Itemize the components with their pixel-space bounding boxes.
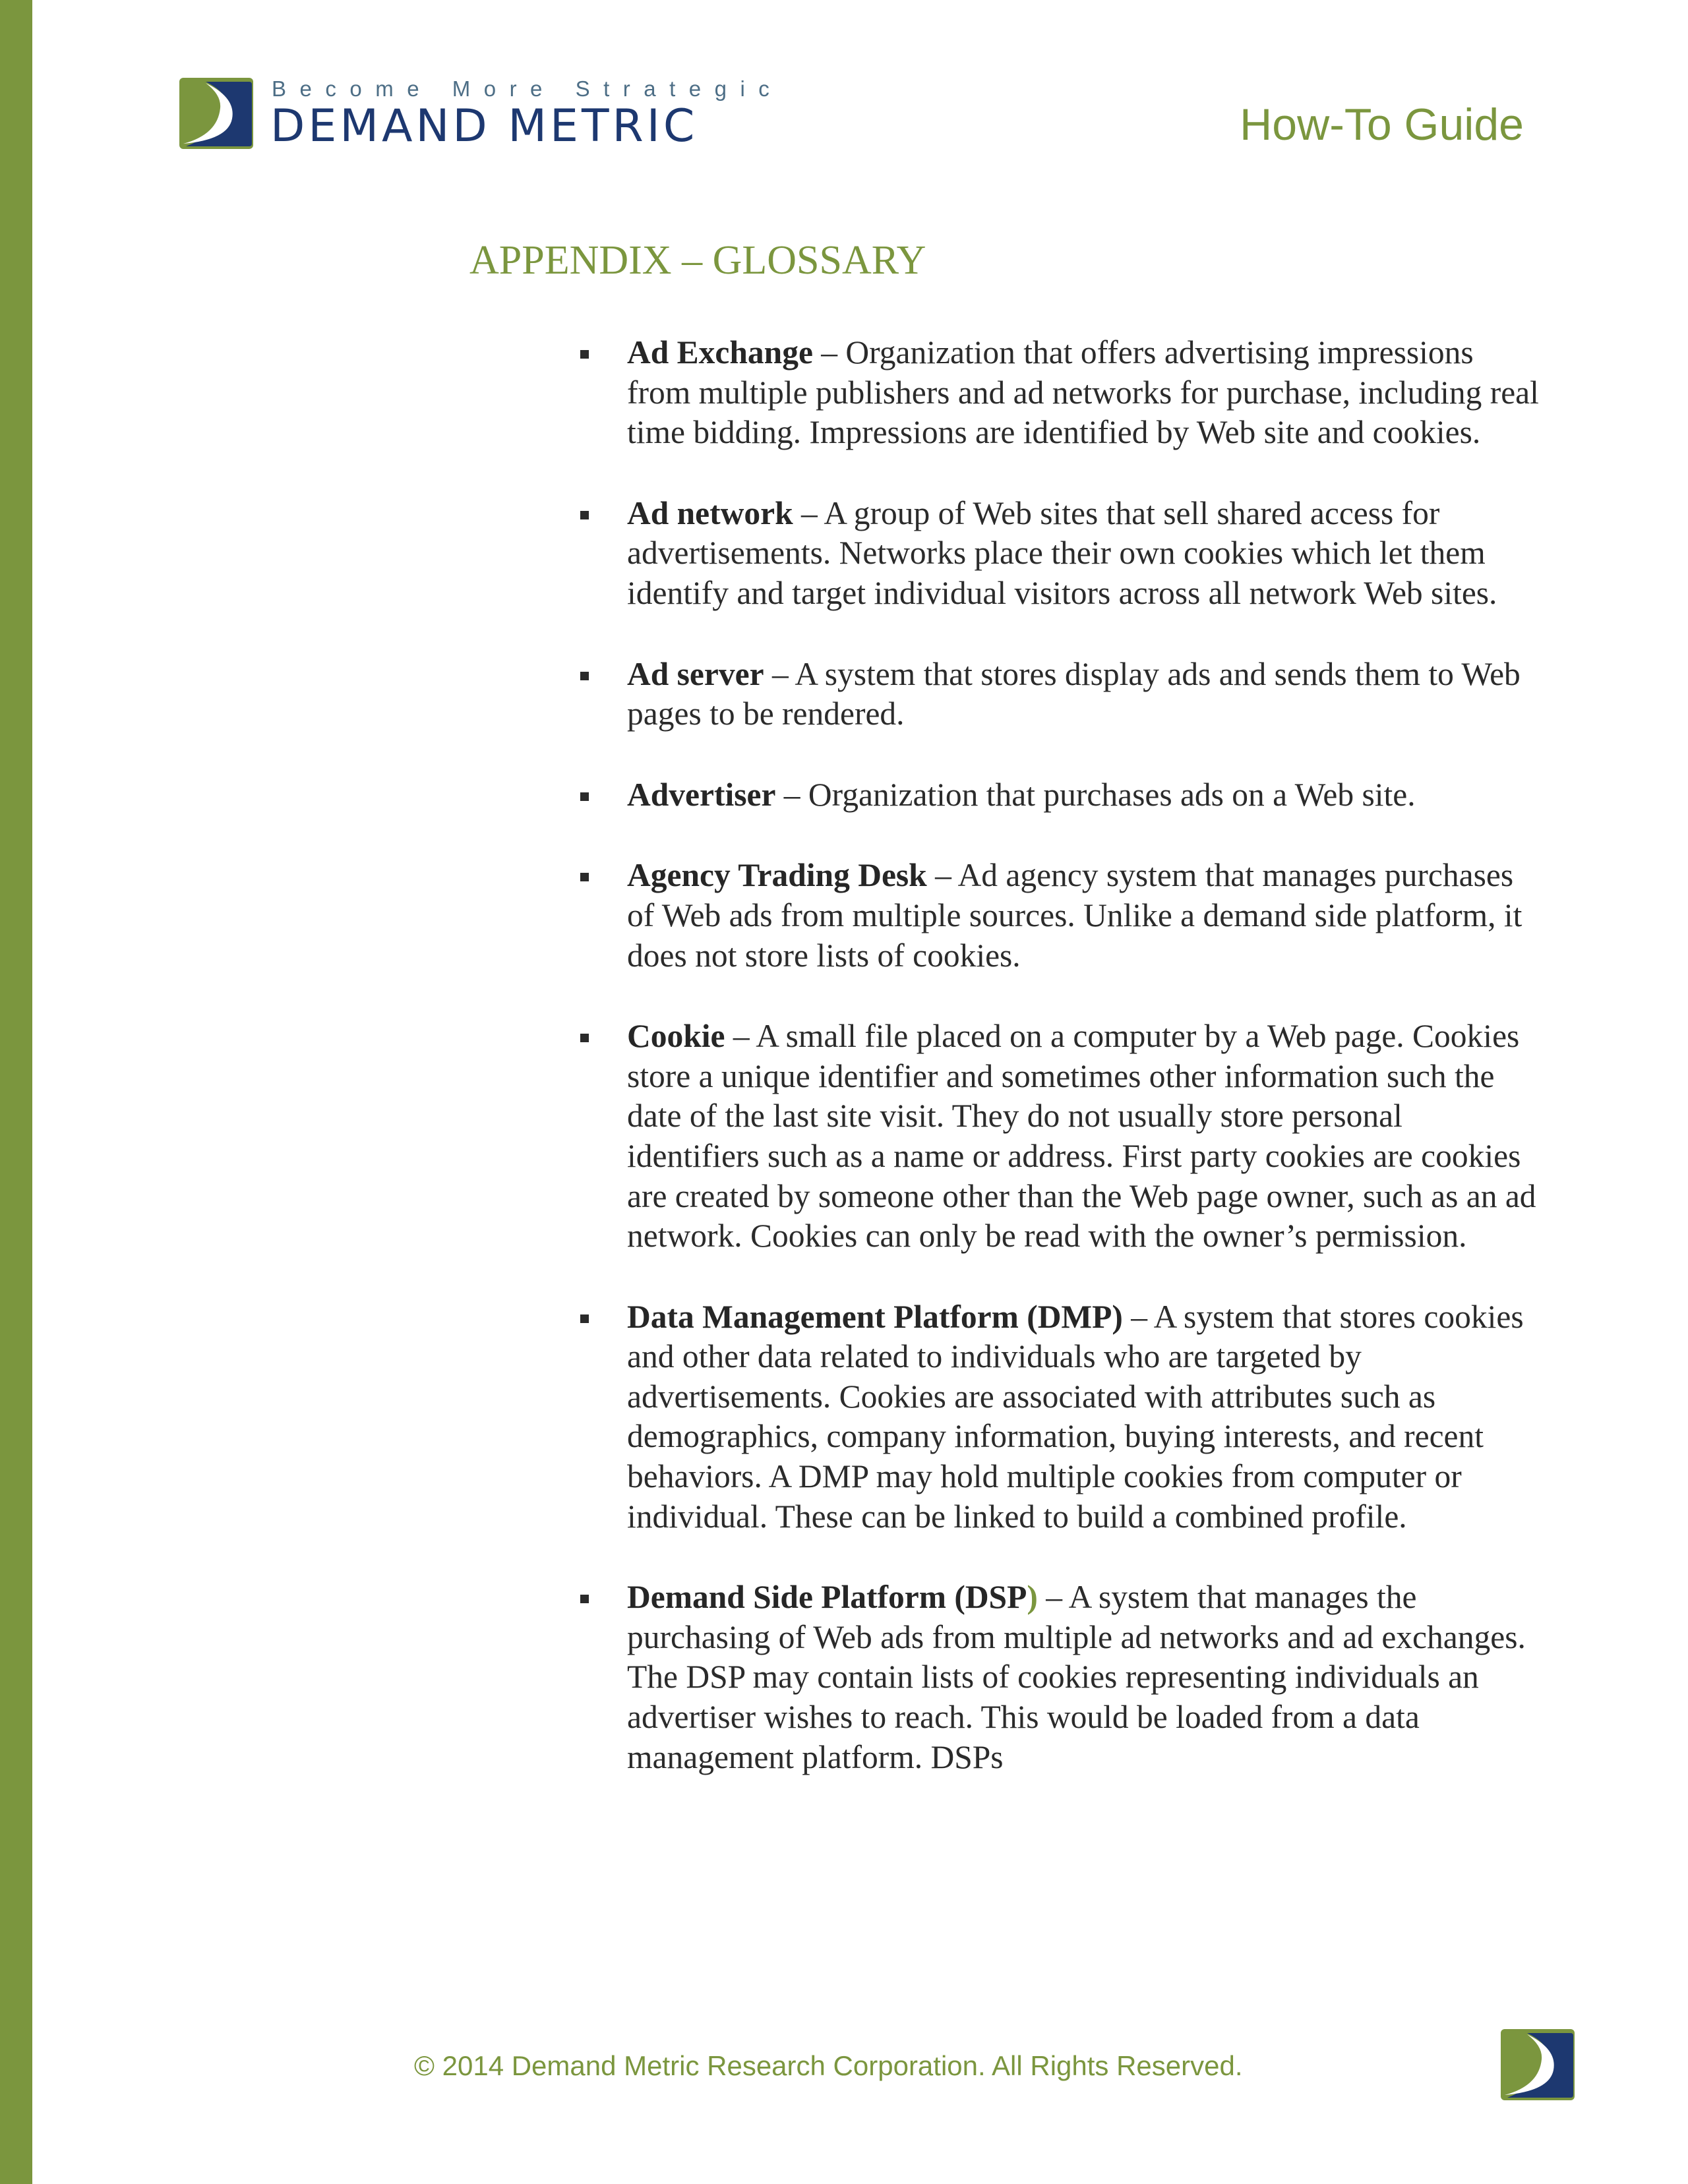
glossary-definition: – Organization that offers advertising impressions from multiple publishers and ad networks for purchase, including real time bidding. Impressions are identified by Web site and cookies.: [627, 334, 1539, 451]
glossary-definition: – A group of Web sites that sell shared access for advertisements. Networks place their own cookies which let them identify and target individual visitors across all network Web sites.: [627, 494, 1497, 611]
glossary-definition: – A system that manages the purchasing of Web ads from multiple ad networks and ad exchanges. The DSP may contain lists of cookies representing individuals an advertiser wishes to reach. This would be loaded from a data management platform. DSPs: [627, 1579, 1526, 1775]
glossary-term-suffix: ): [1027, 1579, 1038, 1616]
glossary-entry: [579, 856, 1542, 976]
demand-metric-swoosh-icon: [1501, 2028, 1575, 2102]
glossary-entry: [579, 775, 1542, 815]
glossary-entry: [579, 1578, 1542, 1777]
glossary-entry: [579, 655, 1542, 734]
bullet-marker: [580, 1034, 589, 1042]
glossary-list: [579, 333, 1542, 1818]
glossary-entry: [579, 494, 1542, 614]
bullet-marker: [580, 873, 589, 881]
glossary-term: Advertiser: [627, 776, 776, 813]
bullet-marker: [580, 672, 589, 680]
glossary-definition: – Organization that purchases ads on a Web site.: [775, 776, 1416, 813]
demand-metric-swoosh-icon: [179, 78, 253, 149]
glossary-definition: – A system that stores display ads and sends them to Web pages to be rendered.: [627, 655, 1521, 732]
glossary-term: Ad server: [627, 655, 764, 692]
brand-name: DEMAND METRIC: [270, 100, 698, 152]
section-title: APPENDIX – GLOSSARY: [469, 238, 926, 283]
glossary-entry: [579, 1017, 1542, 1256]
glossary-term: Cookie: [627, 1018, 725, 1055]
glossary-entry: [579, 333, 1542, 453]
glossary-definition: – Ad agency system that manages purchases of Web ads from multiple sources. Unlike a demand side platform, it does not store lists of cookies.: [627, 857, 1522, 974]
glossary-definition: – A small file placed on a computer by a Web page. Cookies store a unique identifier and sometimes other information such the date of the last site visit. They do not usually store personal identifiers such as a name or address. First party cookies are cookies are created by someone other than the Web page owner, such as an ad network. Cookies can only be read with the owner’s permission.: [627, 1018, 1536, 1254]
bullet-marker: [580, 1595, 589, 1603]
bullet-marker: [580, 511, 589, 519]
brand-tagline: Become More Strategic: [272, 76, 783, 101]
footer-copyright: © 2014 Demand Metric Research Corporation. All Rights Reserved.: [414, 2050, 1243, 2081]
bullet-marker: [580, 350, 589, 359]
glossary-term: Data Management Platform (DMP): [627, 1298, 1123, 1335]
glossary-definition: – A system that stores cookies and other data related to individuals who are targeted by advertisements. Cookies are associated with attributes such as demographics, company information, buying interests, and recent behaviors. A DMP may hold multiple cookies from computer or individual. These can be linked to build a combined profile.: [627, 1298, 1524, 1535]
left-accent-bar: [0, 0, 32, 2184]
glossary-term: Ad Exchange: [627, 334, 813, 370]
guide-type-label: How-To Guide: [1240, 100, 1524, 150]
glossary-term: Demand Side Platform (DSP: [627, 1579, 1027, 1616]
glossary-entry: [579, 1297, 1542, 1537]
glossary-term: Ad network: [627, 494, 793, 531]
bullet-marker: [580, 1314, 589, 1323]
bullet-marker: [580, 792, 589, 801]
glossary-term: Agency Trading Desk: [627, 857, 927, 894]
